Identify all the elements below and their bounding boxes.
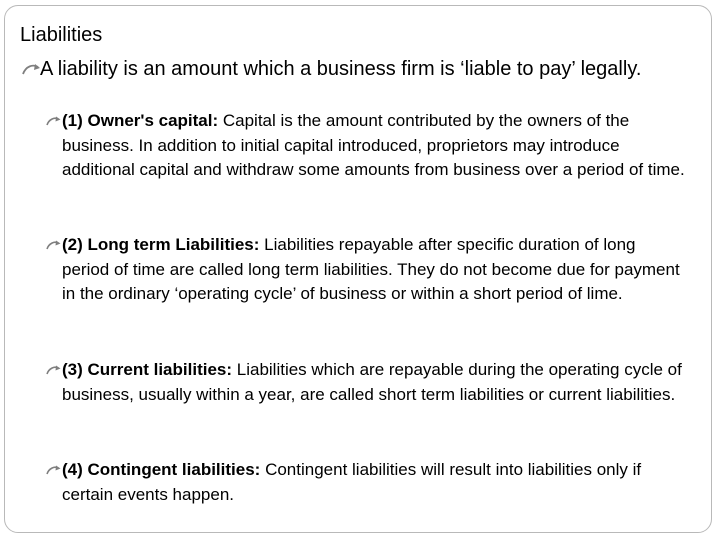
curved-arrow-icon (46, 116, 62, 126)
curved-arrow-icon (46, 240, 62, 250)
item-text: Liabilities repayable after specific duration of long period of time are called long term liabilities. They do not become due for payment in the ordinary ‘operating cycle’ of business or within a short period of lime. (62, 235, 680, 303)
item-heading: (2) Long term Liabilities: (62, 235, 260, 254)
item-heading: (4) Contingent liabilities: (62, 460, 261, 479)
item-text: Capital is the amount contributed by the owners of the business. In addition to initial capital introduced, proprietors may introduce additional capital and withdraw some amounts from business over a period of time. (62, 111, 685, 179)
slide-title: Liabilities (20, 24, 103, 46)
list-item (46, 458, 686, 507)
curved-arrow-icon (46, 465, 62, 475)
list-item (46, 109, 686, 183)
item-text: Liabilities which are repayable during the operating cycle of business, usually within a year, are called short term liabilities or current liabilities. (62, 360, 682, 404)
list-item (46, 233, 686, 307)
item-heading: (1) Owner's capital: (62, 111, 219, 130)
intro-text: A liability is an amount which a business firm is ‘liable to pay’ legally. (40, 58, 642, 80)
list-item (46, 358, 686, 407)
item-text: Contingent liabilities will result into liabilities only if certain events happen. (62, 460, 642, 504)
curved-arrow-icon (22, 63, 42, 75)
intro-bullet (22, 56, 682, 82)
item-heading: (3) Current liabilities: (62, 360, 233, 379)
curved-arrow-icon (46, 365, 62, 375)
